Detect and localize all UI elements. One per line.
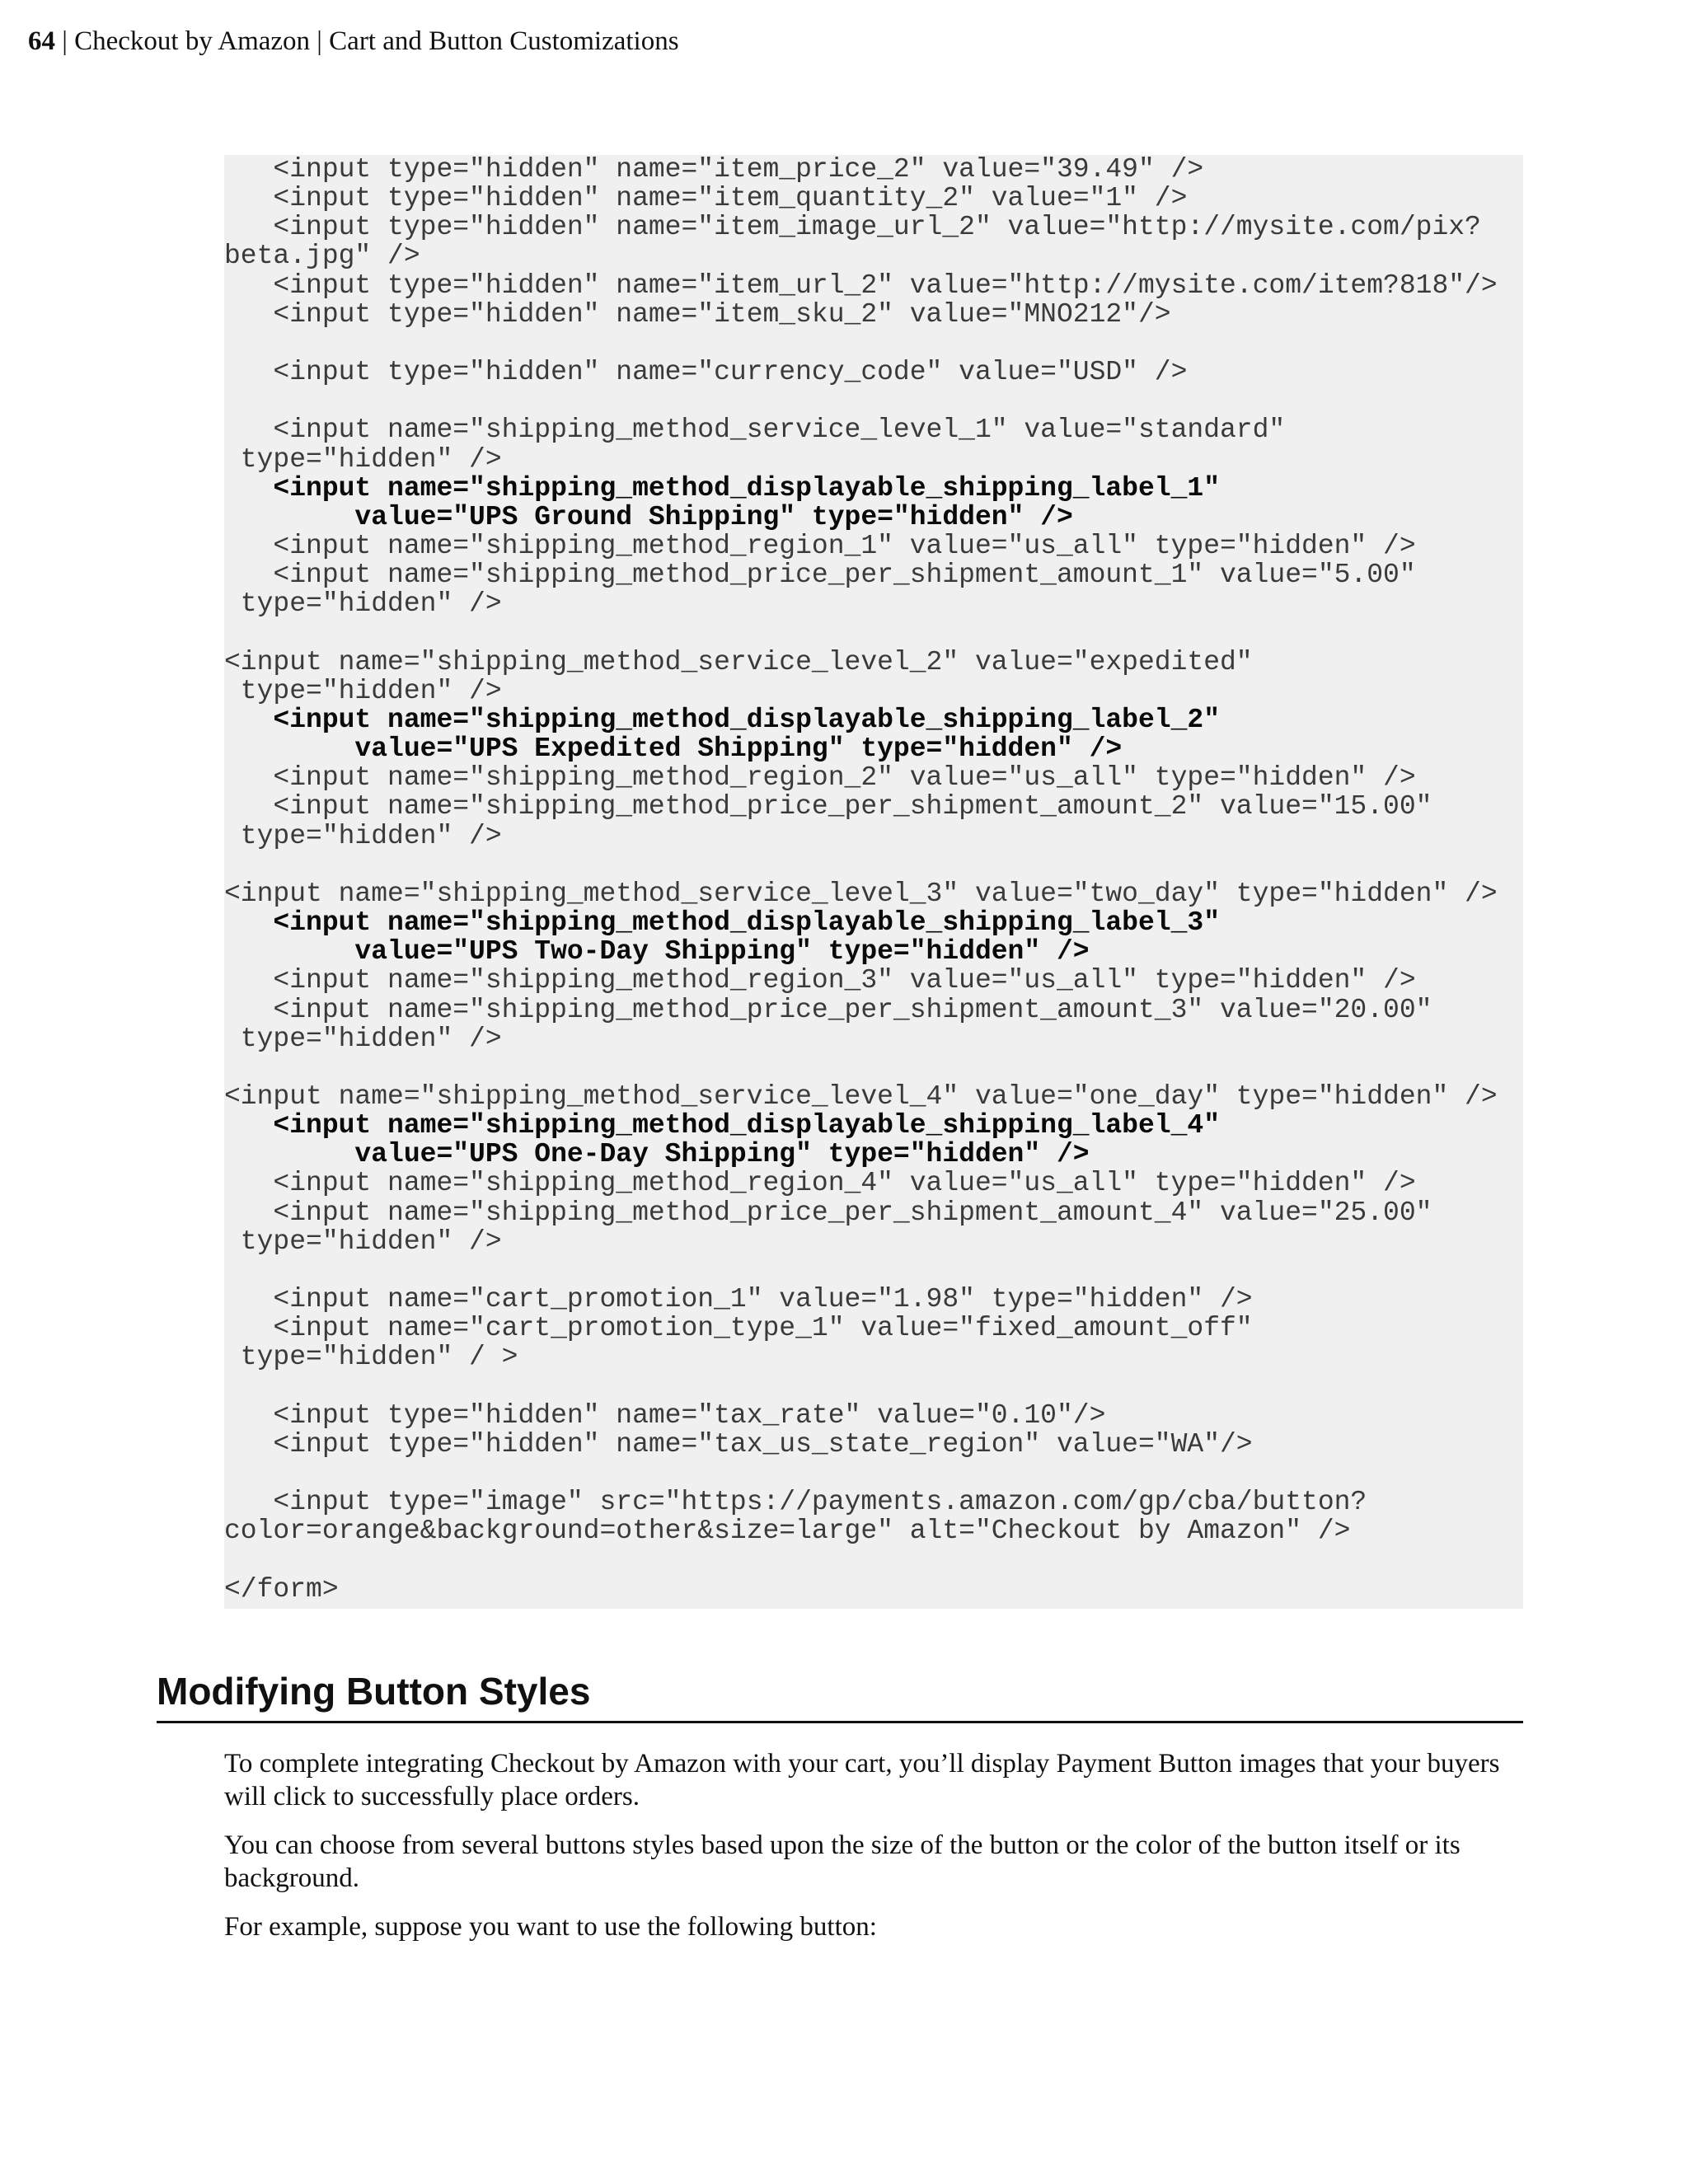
code-line: type="hidden" /> (224, 675, 502, 706)
code-line: <input name="shipping_method_price_per_shipment_amount_4" value="25.00" (224, 1197, 1432, 1228)
code-line: type="hidden" /> (224, 588, 502, 620)
code-line: type="hidden" /> (224, 443, 502, 475)
paragraph-example: For example, suppose you want to use the following button: (224, 1912, 877, 1942)
code-line: color=orange&background=other&size=large" alt="Checkout by Amazon" /> (224, 1516, 1351, 1547)
code-line (224, 1053, 1523, 1082)
code-line: <input name="shipping_method_region_3" value="us_all" type="hidden" /> (224, 965, 1416, 996)
code-line: <input type="hidden" name="item_quantity_2" value="1" /> (224, 183, 1188, 214)
code-line: <input type="image" src="https://payments.amazon.com/gp/cba/button? (224, 1487, 1367, 1518)
code-line: <input name="shipping_method_region_4" value="us_all" type="hidden" /> (224, 1168, 1416, 1199)
section-heading: Modifying Button Styles (157, 1666, 1523, 1723)
code-line: type="hidden" /> (224, 820, 502, 851)
code-line: value="UPS Ground Shipping" type="hidden" /> (224, 501, 1073, 532)
code-line: <input name="shipping_method_service_level_2" value="expedited" (224, 646, 1253, 677)
code-line: <input name="shipping_method_displayable_shipping_label_2" (224, 704, 1220, 735)
code-line: <input name="shipping_method_region_2" value="us_all" type="hidden" /> (224, 762, 1416, 794)
code-line: type="hidden" /> (224, 1226, 502, 1257)
code-line: <input name="cart_promotion_type_1" value="fixed_amount_off" (224, 1313, 1253, 1344)
code-line: <input name="shipping_method_service_level_3" value="two_day" type="hidden" /> (224, 878, 1498, 909)
code-block (224, 155, 1523, 1609)
code-line: <input name="shipping_method_service_level_1" value="standard" (224, 415, 1286, 446)
code-line: <input name="shipping_method_price_per_shipment_amount_3" value="20.00" (224, 994, 1432, 1025)
code-line: value="UPS One-Day Shipping" type="hidden" /> (224, 1139, 1090, 1170)
paragraph-integration: To complete integrating Checkout by Amazon with your cart, you’ll display Payment Button images that your buyers will click to successfully place orders. (224, 1749, 1500, 1811)
paragraph-button-styles: You can choose from several buttons styles based upon the size of the button or the color of the button itself or its background. (224, 1830, 1461, 1893)
code-line (224, 1256, 1523, 1285)
code-line: value="UPS Expedited Shipping" type="hidden" /> (224, 733, 1123, 765)
code-line: value="UPS Two-Day Shipping" type="hidden" /> (224, 936, 1090, 968)
running-header (28, 23, 679, 59)
code-line: <input type="hidden" name="item_url_2" value="http://mysite.com/item?818"/> (224, 269, 1498, 301)
code-line: <input name="shipping_method_region_1" value="us_all" type="hidden" /> (224, 531, 1416, 562)
code-line: <input name="shipping_method_displayable_shipping_label_1" (224, 472, 1220, 504)
page-number: 64 (28, 26, 55, 56)
body-text (224, 1747, 1526, 1959)
code-line: <input name="shipping_method_service_level_4" value="one_day" type="hidden" /> (224, 1081, 1498, 1112)
code-line: <input type="hidden" name="item_sku_2" value="MNO212"/> (224, 298, 1171, 330)
code-line: <input type="hidden" name="tax_us_state_region" value="WA"/> (224, 1428, 1253, 1460)
code-line: <input name="cart_promotion_1" value="1.98" type="hidden" /> (224, 1284, 1253, 1315)
code-line (224, 387, 1523, 415)
code-line: <input name="shipping_method_displayable_shipping_label_3" (224, 907, 1220, 939)
code-line: <input name="shipping_method_displayable_shipping_label_4" (224, 1110, 1220, 1141)
code-line: <input type="hidden" name="currency_code" value="USD" /> (224, 357, 1188, 388)
code-line: <input name="shipping_method_price_per_shipment_amount_1" value="5.00" (224, 560, 1416, 591)
running-title: | Checkout by Amazon | Cart and Button Customizations (55, 26, 679, 56)
code-line: type="hidden" /> (224, 1023, 502, 1054)
code-line: beta.jpg" /> (224, 241, 420, 272)
code-line: type="hidden" / > (224, 1342, 518, 1373)
code-line: </form> (224, 1573, 339, 1605)
code-line: <input type="hidden" name="item_price_2" value="39.49" /> (224, 155, 1204, 185)
code-line (224, 1372, 1523, 1401)
code-line (224, 851, 1523, 879)
code-line (224, 619, 1523, 648)
code-line: <input type="hidden" name="tax_rate" value="0.10"/> (224, 1399, 1106, 1431)
code-line (224, 1459, 1523, 1488)
code-line (224, 1546, 1523, 1575)
code-line: <input name="shipping_method_price_per_shipment_amount_2" value="15.00" (224, 791, 1432, 823)
code-line (224, 329, 1523, 358)
code-line: <input type="hidden" name="item_image_url_2" value="http://mysite.com/pix? (224, 212, 1481, 243)
